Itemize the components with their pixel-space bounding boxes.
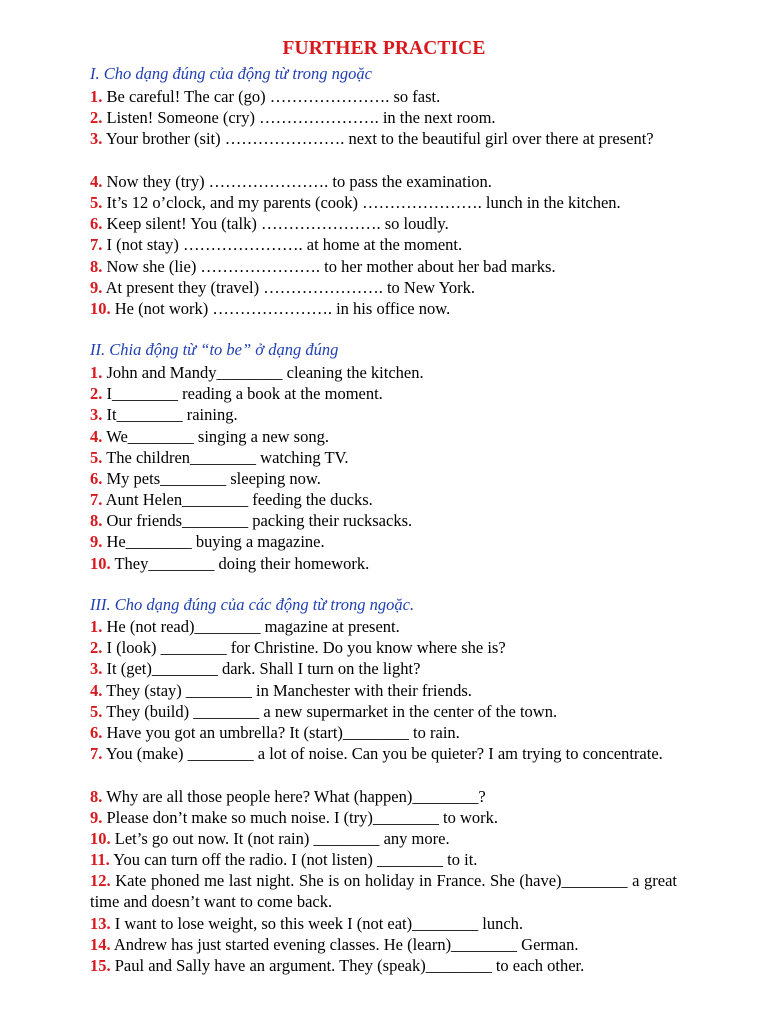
item-text: He (not read)________ magazine at present.	[102, 617, 400, 636]
item-text: I (look) ________ for Christine. Do you know where she is?	[102, 638, 506, 657]
exercise-item	[90, 913, 677, 934]
exercise-item	[90, 955, 677, 976]
item-text: It’s 12 o’clock, and my parents (cook) …………………. lunch in the kitchen.	[102, 193, 621, 212]
item-text: You can turn off the radio. I (not listen) ________ to it.	[109, 850, 478, 869]
item-number: 1.	[90, 363, 103, 382]
exercise-item	[90, 256, 677, 277]
item-text: It (get)________ dark. Shall I turn on the light?	[102, 659, 421, 678]
item-number: 6.	[90, 469, 103, 488]
item-number: 4.	[90, 172, 103, 191]
item-text: Let’s go out now. It (not rain) ________ any more.	[110, 829, 450, 848]
item-text: Listen! Someone (cry) …………………. in the next room.	[102, 108, 496, 127]
item-text: Please don’t make so much noise. I (try)________ to work.	[102, 808, 499, 827]
exercise-item	[90, 213, 677, 234]
item-number: 9.	[90, 808, 103, 827]
section-heading-3: III. Cho dạng đúng của các động từ trong ngoặc.	[90, 595, 415, 614]
item-number: 1.	[90, 617, 103, 636]
section-heading-2: II. Chia động từ “to be” ở dạng đúng	[90, 340, 339, 359]
exercise-item	[90, 171, 677, 192]
item-text: Why are all those people here? What (happen)________?	[102, 787, 486, 806]
item-number: 4.	[90, 681, 103, 700]
item-number: 5.	[90, 702, 103, 721]
item-text: I________ reading a book at the moment.	[102, 384, 383, 403]
item-number: 5.	[90, 448, 103, 467]
exercise-item	[90, 192, 677, 213]
item-number: 5.	[90, 193, 103, 212]
item-text: They (build) ________ a new supermarket in the center of the town.	[102, 702, 558, 721]
exercise-item	[90, 849, 677, 870]
exercise-item	[90, 531, 677, 552]
item-number: 3.	[90, 405, 103, 424]
item-text: The children________ watching TV.	[102, 448, 349, 467]
item-number: 6.	[90, 723, 103, 742]
item-number: 15.	[90, 956, 111, 975]
item-number: 7.	[90, 235, 103, 254]
exercise-item	[90, 701, 677, 722]
section-heading-1: I. Cho dạng đúng của động từ trong ngoặc	[90, 64, 372, 83]
item-number: 7.	[90, 744, 103, 763]
item-text: Paul and Sally have an argument. They (speak)________ to each other.	[110, 956, 585, 975]
exercise-item	[90, 362, 677, 383]
item-number: 11.	[90, 850, 110, 869]
item-text: Our friends________ packing their rucksacks.	[102, 511, 413, 530]
exercise-item	[90, 680, 677, 701]
item-number: 10.	[90, 829, 111, 848]
exercise-item	[90, 128, 677, 149]
item-number: 14.	[90, 935, 111, 954]
item-number: 9.	[90, 278, 103, 297]
item-text: Aunt Helen________ feeding the ducks.	[102, 490, 373, 509]
item-text: We________ singing a new song.	[102, 427, 329, 446]
exercise-item	[90, 828, 677, 849]
item-number: 3.	[90, 129, 103, 148]
item-text: Be careful! The car (go) …………………. so fast.	[102, 87, 441, 106]
exercise-item	[90, 426, 677, 447]
exercise-item	[90, 489, 677, 510]
exercise-item	[90, 870, 677, 912]
exercise-item	[90, 616, 677, 637]
item-number: 6.	[90, 214, 103, 233]
item-text: Now she (lie) …………………. to her mother about her bad marks.	[102, 257, 556, 276]
exercise-item	[90, 447, 677, 468]
item-number: 10.	[90, 299, 111, 318]
exercise-item	[90, 786, 677, 807]
exercise-item	[90, 743, 677, 764]
item-number: 8.	[90, 257, 103, 276]
item-text: Keep silent! You (talk) …………………. so loudly.	[102, 214, 449, 233]
exercise-item	[90, 404, 677, 425]
exercise-item	[90, 277, 677, 298]
item-text: My pets________ sleeping now.	[102, 469, 321, 488]
exercise-item	[90, 107, 677, 128]
item-text: They (stay) ________ in Manchester with their friends.	[102, 681, 472, 700]
item-text: It________ raining.	[102, 405, 238, 424]
item-number: 2.	[90, 384, 103, 403]
item-text: They________ doing their homework.	[110, 554, 370, 573]
exercise-item	[90, 298, 677, 319]
item-number: 2.	[90, 108, 103, 127]
item-text: I (not stay) …………………. at home at the moment.	[102, 235, 463, 254]
item-text: I want to lose weight, so this week I (not eat)________ lunch.	[110, 914, 524, 933]
exercise-item	[90, 86, 677, 107]
item-text: John and Mandy________ cleaning the kitchen.	[102, 363, 424, 382]
item-number: 8.	[90, 511, 103, 530]
item-number: 9.	[90, 532, 103, 551]
exercise-item	[90, 234, 677, 255]
item-number: 4.	[90, 427, 103, 446]
exercise-item	[90, 658, 677, 679]
exercise-item	[90, 553, 677, 574]
item-text: You (make) ________ a lot of noise. Can you be quieter? I am trying to concentrate.	[102, 744, 663, 763]
item-number: 10.	[90, 554, 111, 573]
item-number: 7.	[90, 490, 103, 509]
exercise-item	[90, 510, 677, 531]
item-text: Have you got an umbrella? It (start)________ to rain.	[102, 723, 460, 742]
item-text: Andrew has just started evening classes. He (learn)________ German.	[110, 935, 579, 954]
item-text: He________ buying a magazine.	[102, 532, 325, 551]
item-number: 8.	[90, 787, 103, 806]
item-number: 13.	[90, 914, 111, 933]
item-text: He (not work) …………………. in his office now.	[110, 299, 451, 318]
exercise-item	[90, 807, 677, 828]
exercise-item	[90, 637, 677, 658]
exercise-item	[90, 722, 677, 743]
item-number: 1.	[90, 87, 103, 106]
exercise-item	[90, 468, 677, 489]
item-text: At present they (travel) …………………. to New York.	[102, 278, 475, 297]
exercise-item	[90, 383, 677, 404]
item-number: 3.	[90, 659, 103, 678]
item-text: Your brother (sit) …………………. next to the beautiful girl over there at present?	[102, 129, 654, 148]
item-number: 12.	[90, 871, 111, 890]
item-number: 2.	[90, 638, 103, 657]
item-text: Now they (try) …………………. to pass the examination.	[102, 172, 492, 191]
item-text: Kate phoned me last night. She is on holiday in France. She (have)________ a great time and doesn’t want to come back.	[90, 871, 677, 912]
page-title: FURTHER PRACTICE	[282, 38, 486, 59]
exercise-item	[90, 934, 677, 955]
